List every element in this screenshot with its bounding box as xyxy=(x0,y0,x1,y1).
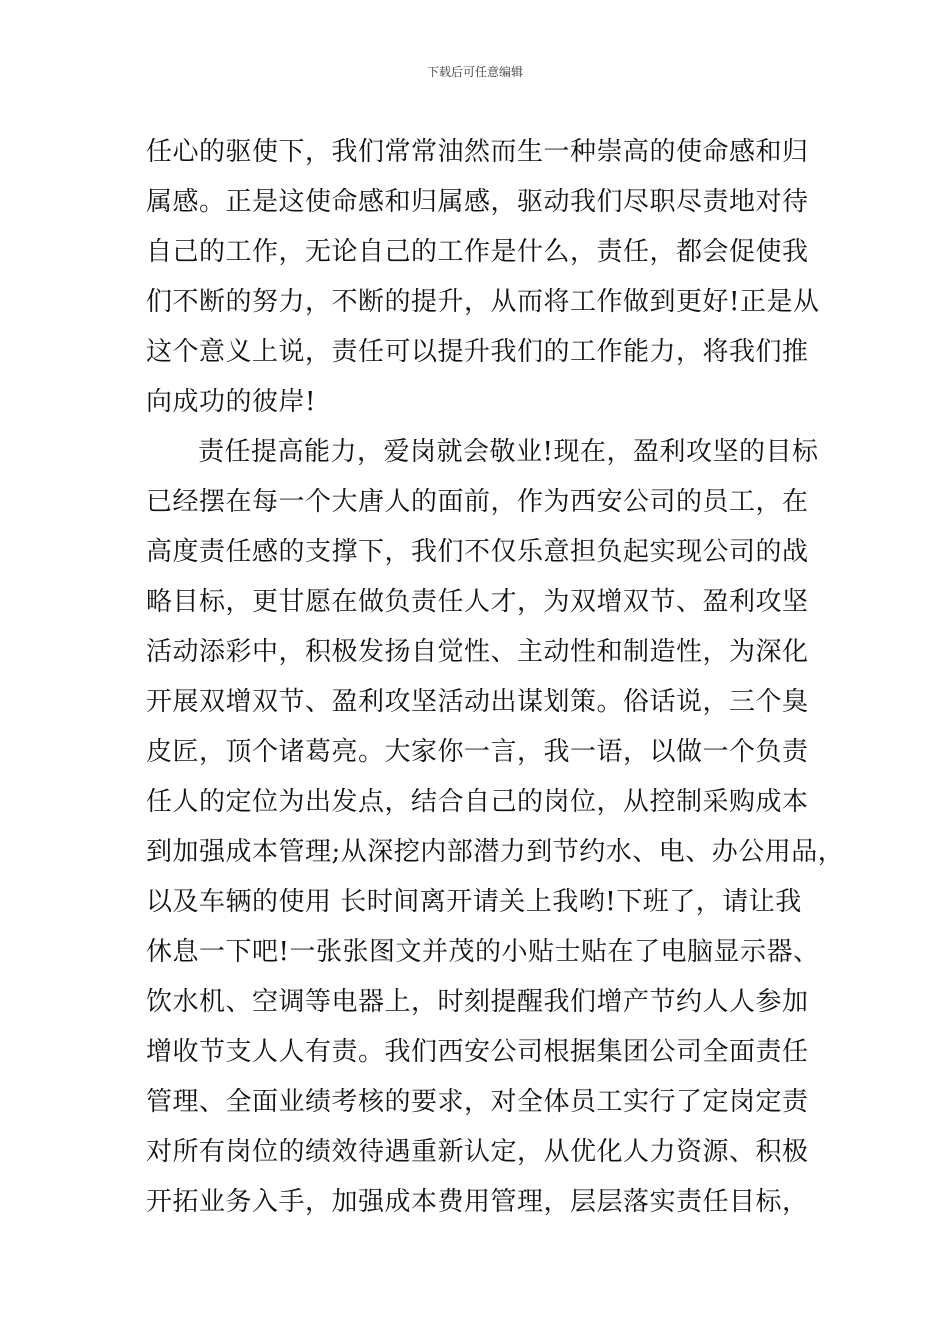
page-header: 下载后可任意编辑 xyxy=(426,65,523,79)
text-line: 开展双增双节、盈利攻坚活动出谋划策。俗话说，三个臭 xyxy=(146,687,809,717)
text-line: 管理、全面业绩考核的要求，对全体员工实行了定岗定责 xyxy=(146,1087,809,1117)
text-line: 对所有岗位的绩效待遇重新认定，从优化人力资源、积极 xyxy=(146,1137,809,1167)
text-line: 这个意义上说，责任可以提升我们的工作能力，将我们推 xyxy=(146,337,809,367)
text-line: 自己的工作，无论自己的工作是什么，责任，都会促使我 xyxy=(146,237,809,267)
text-line: 开拓业务入手，加强成本费用管理，层层落实责任目标， xyxy=(146,1187,809,1217)
text-line: 饮水机、空调等电器上，时刻提醒我们增产节约人人参加 xyxy=(146,987,809,1017)
text-line: 皮匠，顶个诸葛亮。大家你一言，我一语，以做一个负责 xyxy=(146,737,809,767)
text-line: 活动添彩中，积极发扬自觉性、主动性和制造性，为深化 xyxy=(146,637,809,667)
text-line: 属感。正是这使命感和归属感，驱动我们尽职尽责地对待 xyxy=(146,187,809,217)
text-line: 们不断的努力，不断的提升，从而将工作做到更好!正是从 xyxy=(146,287,820,317)
text-line: 略目标，更甘愿在做负责任人才，为双增双节、盈利攻坚 xyxy=(146,587,809,617)
document-body xyxy=(146,127,846,1227)
text-line: 已经摆在每一个大唐人的面前，作为西安公司的员工，在 xyxy=(146,487,809,517)
paragraph-first-line: 责任提高能力，爱岗就会敬业!现在，盈利攻坚的目标 xyxy=(198,437,819,467)
text-line: 高度责任感的支撑下，我们不仅乐意担负起实现公司的战 xyxy=(146,537,809,567)
text-line: 休息一下吧!一张张图文并茂的小贴士贴在了电脑显示器、 xyxy=(146,937,820,967)
text-line: 任人的定位为出发点，结合自己的岗位，从控制采购成本 xyxy=(146,787,809,817)
text-line: 以及车辆的使用 长时间离开请关上我哟!下班了，请让我 xyxy=(146,887,802,917)
text-line: 增收节支人人有责。我们西安公司根据集团公司全面责任 xyxy=(146,1037,809,1067)
text-line: 任心的驱使下，我们常常油然而生一种崇高的使命感和归 xyxy=(146,137,809,167)
text-line: 向成功的彼岸! xyxy=(146,387,316,417)
text-line: 到加强成本管理;从深挖内部潜力到节约水、电、办公用品， xyxy=(146,837,845,867)
